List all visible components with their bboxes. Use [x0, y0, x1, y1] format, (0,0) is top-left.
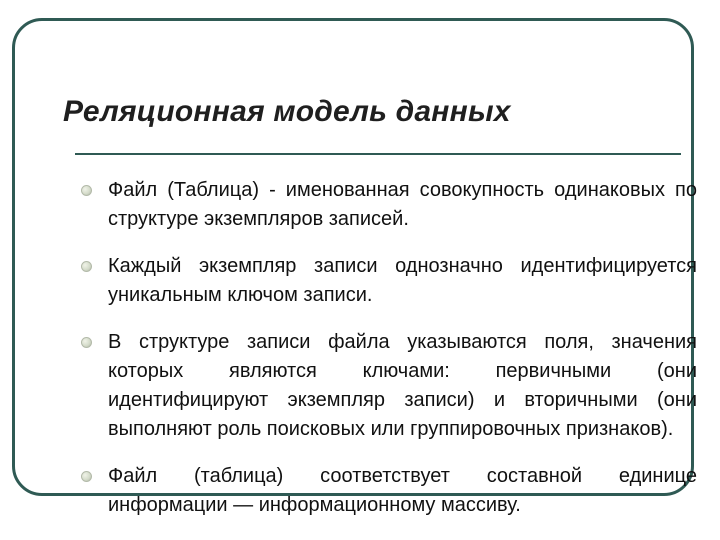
- bullet-text: В структуре записи файла указываются поля, значения которых являются ключами: первичными (они идентифицируют экземпляр записи) и вторичными (они выполняют роль поисковых или группировочных признаков).: [108, 331, 697, 440]
- bullet-text: Файл (Таблица) - именованная совокупность одинаковых по структуре экземпляров записей.: [108, 179, 697, 230]
- bullet-item-file-table: [81, 176, 697, 234]
- bullet-dot-icon: [81, 337, 92, 348]
- bullet-text: Каждый экземпляр записи однозначно идентифицируется уникальным ключом записи.: [108, 255, 697, 306]
- bullet-item-information-array: [81, 462, 697, 520]
- bullet-dot-icon: [81, 261, 92, 272]
- slide-title: Реляционная модель данных: [63, 95, 511, 128]
- bullet-item-fields-keys: [81, 328, 697, 444]
- bullet-dot-icon: [81, 185, 92, 196]
- slide-frame: [12, 18, 697, 516]
- bullet-text: Файл (таблица) соответствует составной единице информации — информационному массиву.: [108, 465, 697, 516]
- bullet-list: [81, 176, 697, 520]
- bullet-item-unique-key: [81, 252, 697, 310]
- bullet-dot-icon: [81, 471, 92, 482]
- title-underline: [75, 153, 681, 155]
